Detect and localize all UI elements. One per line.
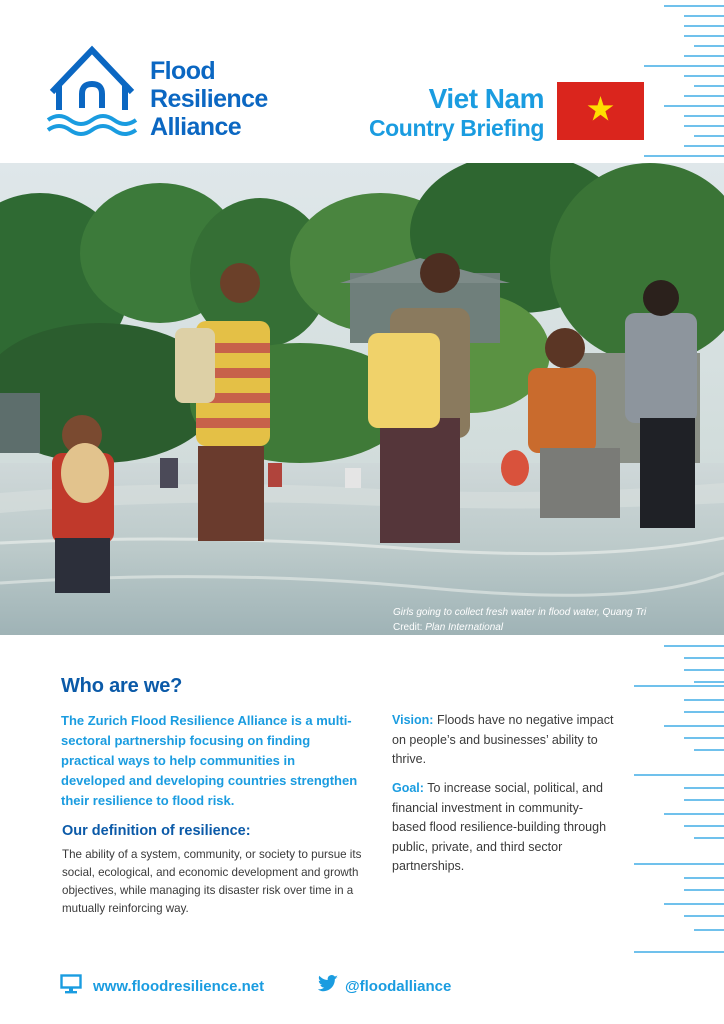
title-subtitle: Country Briefing	[368, 115, 544, 141]
logo-line-flood: Flood	[150, 57, 216, 85]
credit-label: Credit:	[393, 622, 426, 633]
logo-line-alliance: Alliance	[150, 113, 242, 141]
footer-twitter[interactable]	[317, 974, 451, 998]
vision-text: Floods have no negative impact on people’s and businesses’ ability to thrive.	[392, 713, 614, 766]
decorative-ticks-top	[640, 0, 724, 165]
goal-label: Goal:	[392, 781, 424, 795]
definition-heading: Our definition of resilience:	[62, 823, 251, 839]
who-are-we-heading: Who are we?	[61, 675, 183, 697]
flood-photo	[0, 163, 724, 635]
title-country: Viet Nam	[428, 83, 544, 114]
logo-line-resilience: Resilience	[150, 85, 268, 113]
vision-label: Vision:	[392, 713, 434, 727]
twitter-handle-link[interactable]: @floodalliance	[345, 977, 452, 995]
decorative-ticks-bottom	[630, 640, 724, 960]
goal-text: To increase social, political, and financial investment in community-based flood resilience-building through public, private, and third sector partnerships.	[392, 781, 607, 873]
logo-house-icon	[46, 44, 138, 140]
caption-text: Girls going to collect fresh water in flood water, Quang Tri	[393, 607, 647, 618]
photo-caption	[393, 605, 713, 635]
vision-block	[392, 711, 617, 770]
photo-credit	[393, 620, 713, 635]
credit-name: Plan International	[425, 622, 504, 633]
twitter-bird-icon	[317, 975, 339, 998]
definition-text: The ability of a system, community, or society to pursue its social, ecological, and economic development and growth objectives, while managing its disaster risk over time in a mutually reinforcing way.	[62, 848, 362, 915]
vietnam-flag-icon	[557, 82, 644, 140]
goal-block	[392, 779, 617, 877]
website-link[interactable]: www.floodresilience.net	[93, 977, 265, 995]
footer-website[interactable]	[60, 974, 264, 998]
page-title	[369, 84, 544, 142]
monitor-icon	[60, 974, 82, 999]
intro-paragraph: The Zurich Flood Resilience Alliance is a multi-sectoral partnership focusing on finding practical ways to help communities in developed and developing countries strengthen their resilience to flood risk.	[61, 713, 358, 808]
logo-wordmark	[150, 57, 268, 141]
